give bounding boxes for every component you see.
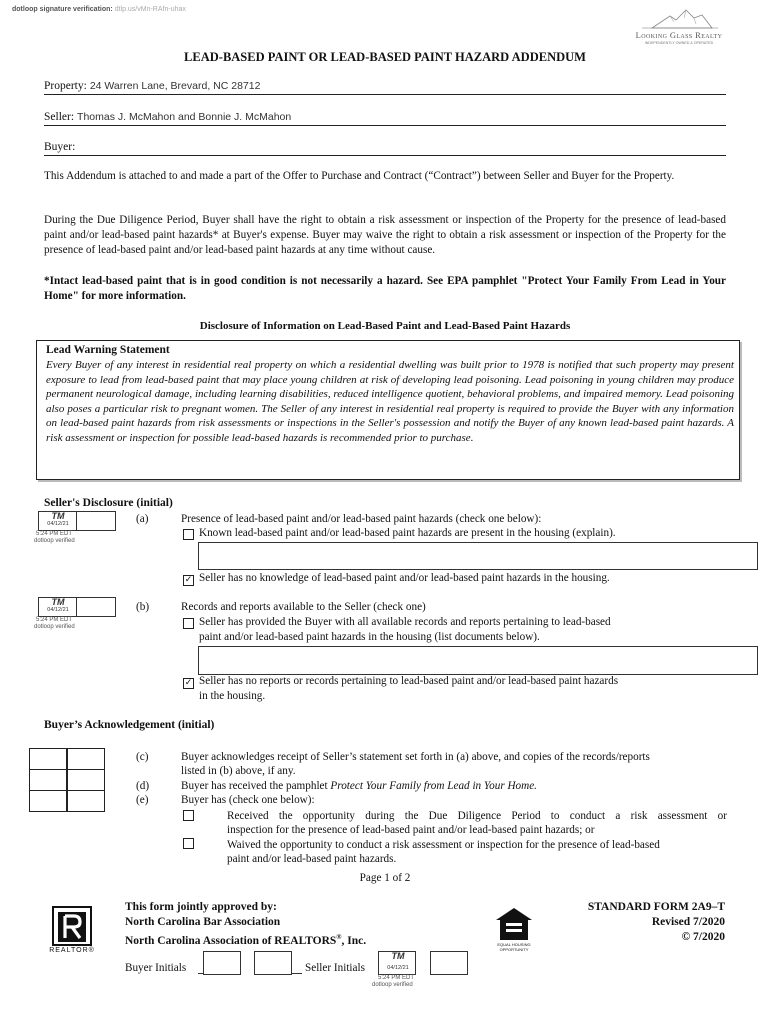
realtor-text: REALTOR® <box>49 947 95 954</box>
equal-housing-logo <box>490 906 538 956</box>
approval-block <box>125 900 366 949</box>
initials-verified: dotloop verified <box>34 538 75 544</box>
form-revised: Revised 7/2020 <box>651 916 725 928</box>
mountain-icon <box>632 6 726 30</box>
item-d-text <box>181 779 537 794</box>
no-records-line2: in the housing. <box>199 690 266 702</box>
equal-housing-icon <box>494 906 534 942</box>
initials-time: 5:24 PM EDT <box>36 617 73 623</box>
seller-initials-label: Seller Initials <box>305 962 365 974</box>
initials-mark: TM <box>51 597 65 607</box>
initials-mark: TM <box>391 951 405 961</box>
no-records-checkbox[interactable]: ✓ <box>184 678 193 688</box>
disclosure-heading: Disclosure of Information on Lead-Based Paint and Lead-Based Paint Hazards <box>199 320 571 332</box>
registered-mark: ® <box>336 933 342 941</box>
approval-line3-wrap <box>125 930 366 949</box>
seller-initial-footer-2[interactable] <box>430 951 468 975</box>
item-c-line1: Buyer acknowledges receipt of Seller’s statement set forth in (a) above, and copies of the records/reports <box>181 751 650 763</box>
buyer-initial-footer-2[interactable] <box>254 951 292 975</box>
records-provided-line2: paint and/or lead-based paint hazards in the housing (list documents below). <box>199 631 540 643</box>
buyer-initial-c2[interactable] <box>67 748 105 770</box>
no-knowledge-checkbox[interactable]: ✓ <box>184 575 193 585</box>
seller-initial-footer-1[interactable] <box>378 951 416 975</box>
property-field[interactable] <box>44 80 726 95</box>
item-d-plain: Buyer has received the pamphlet <box>181 780 331 792</box>
buyer-initials-label: Buyer Initials <box>125 962 187 974</box>
form-name: STANDARD FORM 2A9–T <box>587 901 725 913</box>
warning-body: Every Buyer of any interest in residential real property on which a residential dwelling was built prior to 1978 is notified that such property may present exposure to lead from lead-based paint that may place young children at risk of developing lead poisoning. Lead poisoning in young children may produce permanent neurological damage, including learning disabilities, reduced intelligence quotient, behavioral problems, and impaired memory. Lead poisoning also poses a particular risk to pregnant women. The Seller of any interest in residential real property is required to provide the Buyer with any information on lead-based paint hazards from risk assessments or inspections in the Seller's possession and notify the Buyer of any known lead-based paint hazards. A risk assessment or inspection for possible lead-based hazards is recommended prior to purchase. <box>46 359 734 444</box>
records-provided-line1: Seller has provided the Buyer with all available records and reports pertaining to lead-based <box>199 616 611 628</box>
initials-date: 04/12/21 <box>387 965 409 971</box>
approval-inc: , Inc. <box>341 934 367 947</box>
waived-opportunity-line1: Waived the opportunity to conduct a risk assessment or inspection for the presence of lead-based <box>227 839 660 851</box>
initials-verified: dotloop verified <box>372 982 413 988</box>
warning-title: Lead Warning Statement <box>46 344 170 356</box>
initials-mark: TM <box>51 511 65 521</box>
seller-initial-box-3[interactable] <box>38 597 78 617</box>
brand-logo <box>632 6 726 46</box>
due-diligence-paragraph: During the Due Diligence Period, Buyer shall have the right to obtain a risk assessment or inspection of the Property for the presence of lead-based paint and/or lead-based paint hazards* at Buyer's expense. Buyer may waive the right to obtain a risk assessment or inspection of the Property for the presence of lead-based paint and/or lead-based paint hazards at any time without cause. <box>44 214 726 256</box>
waived-opportunity-line2: paint and/or lead-based paint hazards. <box>227 853 397 865</box>
intact-paint-note: *Intact lead-based paint that is in good condition is not necessarily a hazard. See EPA pamphlet "Protect Your Family From Lead in Your Home" for more information. <box>44 275 726 302</box>
buyer-field[interactable] <box>44 141 726 156</box>
buyer-initial-c1[interactable] <box>29 748 67 770</box>
documents-list-field[interactable] <box>198 646 758 675</box>
approval-line1: This form jointly approved by: <box>125 901 277 913</box>
initials-date: 04/12/21 <box>47 521 69 527</box>
item-e-text: Buyer has (check one below): <box>181 794 315 806</box>
buyer-initial-e2[interactable] <box>67 790 105 812</box>
form-info <box>560 900 725 945</box>
dotloop-verification <box>12 6 186 13</box>
realtor-logo <box>48 906 96 958</box>
page-number: Page 1 of 2 <box>359 872 411 884</box>
seller-initials-underline <box>292 973 302 974</box>
buyer-initial-d2[interactable] <box>67 769 105 791</box>
item-b-text: Records and reports available to the Seller (check one) <box>181 601 426 613</box>
initials-verified: dotloop verified <box>34 624 75 630</box>
buyer-initial-d1[interactable] <box>29 769 67 791</box>
no-records-line1: Seller has no reports or records pertaining to lead-based paint and/or lead-based paint hazards <box>199 675 619 687</box>
brand-name: Looking Glass Realty <box>635 30 723 40</box>
explain-field[interactable] <box>198 542 758 570</box>
item-d-letter: (d) <box>136 780 150 792</box>
addendum-paragraph: This Addendum is attached to and made a part of the Offer to Purchase and Contract (“Contract”) between Seller and Buyer for the Property. <box>44 170 675 182</box>
pamphlet-title: Protect Your Family from Lead in Your Home. <box>330 780 537 792</box>
received-opportunity-checkbox[interactable] <box>183 810 194 821</box>
records-provided-checkbox[interactable] <box>183 618 194 629</box>
seller-initial-box-2[interactable] <box>76 511 116 531</box>
seller-initial-box-1[interactable] <box>38 511 78 531</box>
initials-time: 5:24 PM EDT <box>378 975 415 981</box>
property-value[interactable]: 24 Warren Lane, Brevard, NC 28712 <box>89 80 261 92</box>
received-opportunity-line2: inspection for the presence of lead-based paint and/or lead-based paint hazards; or <box>227 824 595 836</box>
buyer-initial-footer-1[interactable] <box>203 951 241 975</box>
known-paint-label: Known lead-based paint and/or lead-based paint hazards are present in the housing (explain). <box>199 527 616 539</box>
item-b-letter: (b) <box>136 601 150 613</box>
form-copyright: © 7/2020 <box>681 931 725 943</box>
no-knowledge-label: Seller has no knowledge of lead-based paint and/or lead-based paint hazards in the housing. <box>199 572 610 584</box>
seller-label: Seller: <box>44 111 75 123</box>
received-opportunity-line1: Received the opportunity during the Due Diligence Period to conduct a risk assessment or <box>227 810 727 822</box>
buyer-ack-heading: Buyer’s Acknowledgement (initial) <box>44 719 215 731</box>
item-a-text: Presence of lead-based paint and/or lead-based paint hazards (check one below): <box>181 513 542 525</box>
verification-link[interactable]: dtlp.us/vMn-RAfn-uhax <box>114 6 186 13</box>
known-paint-checkbox[interactable] <box>183 529 194 540</box>
initials-time: 5:24 PM EDT <box>36 531 73 537</box>
item-e-letter: (e) <box>136 794 149 806</box>
seller-disclosure-heading: Seller's Disclosure (initial) <box>44 497 173 509</box>
page-title: LEAD-BASED PAINT OR LEAD-BASED PAINT HAZARD ADDENDUM <box>184 50 586 64</box>
equal-housing-text: EQUAL HOUSING OPPORTUNITY <box>497 942 531 952</box>
approval-line2: North Carolina Bar Association <box>125 916 281 928</box>
initials-date: 04/12/21 <box>47 607 69 613</box>
waived-opportunity-checkbox[interactable] <box>183 838 194 849</box>
item-c-letter: (c) <box>136 751 149 763</box>
verification-label: dotloop signature verification: <box>12 6 113 13</box>
item-a-letter: (a) <box>136 513 149 525</box>
lead-warning-box <box>36 340 740 480</box>
seller-value[interactable]: Thomas J. McMahon and Bonnie J. McMahon <box>77 111 292 123</box>
brand-tagline: INDEPENDENTLY OWNED & OPERATED <box>644 41 714 45</box>
buyer-label: Buyer: <box>44 141 76 153</box>
seller-initial-box-4[interactable] <box>76 597 116 617</box>
realtor-r-icon <box>52 906 92 946</box>
item-c-line2: listed in (b) above, if any. <box>181 765 296 777</box>
approval-line3: North Carolina Association of REALTORS <box>125 934 337 947</box>
property-label: Property: <box>44 80 87 92</box>
seller-field[interactable] <box>44 111 726 126</box>
buyer-initial-e1[interactable] <box>29 790 67 812</box>
